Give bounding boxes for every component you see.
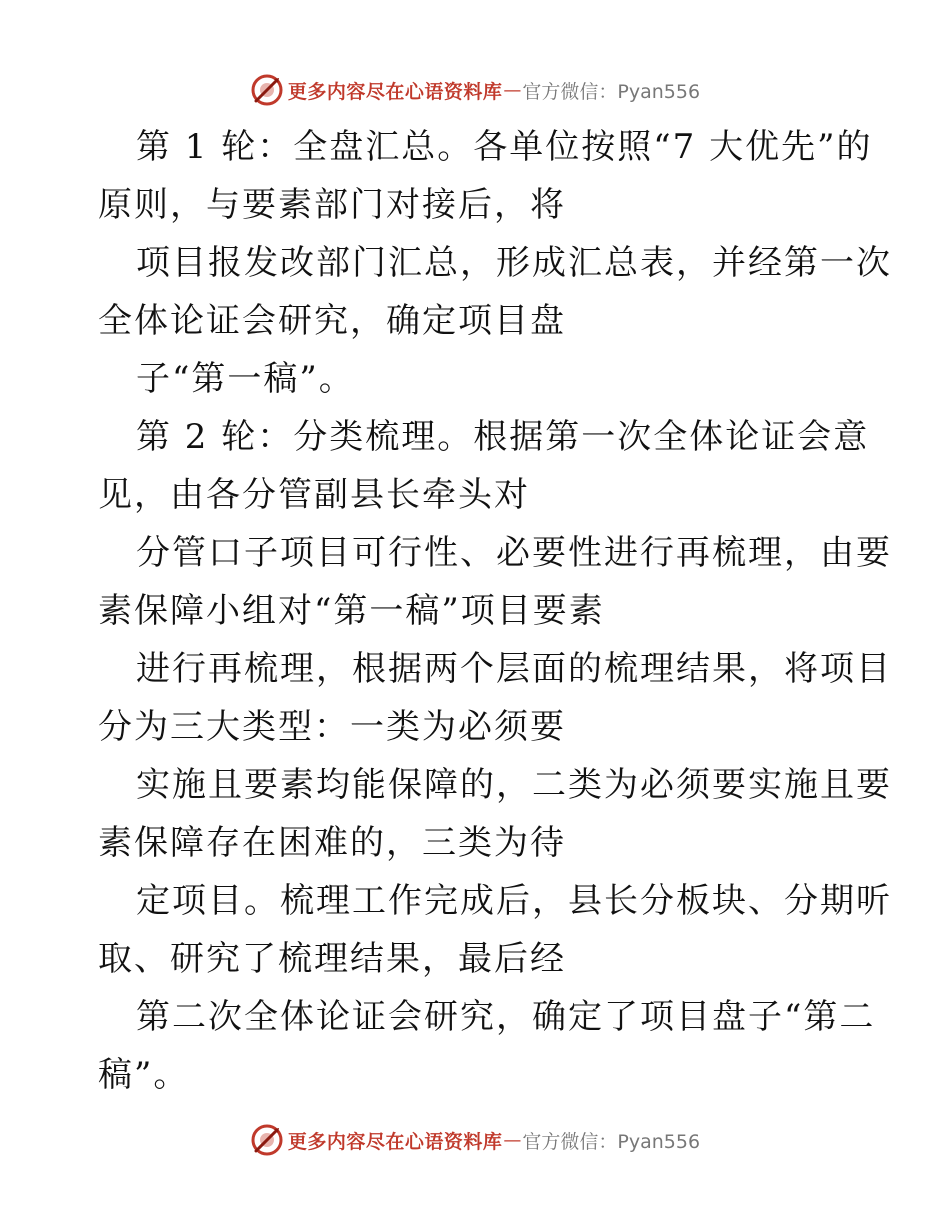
watermark-dash: — [503,1129,522,1151]
text-line: 实施且要素均能保障的，二类为必须要实施且要 [136,765,892,805]
text-line: 子“第一稿”。 [136,359,355,399]
text-line: 项目报发改部门汇总，形成汇总表，并经第一次 [136,243,892,283]
watermark-dash: — [503,79,522,101]
text-line: 素保障小组对“第一稿”项目要素 [98,591,605,631]
paragraph [98,350,858,408]
text-line: 原则，与要素部门对接后，将 [98,185,566,225]
paragraph [98,408,870,524]
text-line: 第 2 轮：分类梳理。根据第一次全体论证会意 [136,417,870,457]
watermark-red-text: 更多内容尽在心语资料库 [287,80,503,103]
watermark-grey-text: 官方微信：Pyan556 [522,1130,701,1153]
text-line: 第二次全体论证会研究，确定了项目盘子“第二 [136,997,876,1037]
text-line: 第 1 轮：全盘汇总。各单位按照“7 大优先”的 [136,127,873,167]
text-line: 定项目。梳理工作完成后，县长分板块、分期听 [136,881,892,921]
paragraph [98,640,892,756]
text-line: 见，由各分管副县长牵头对 [98,475,530,515]
logo-icon [250,1123,284,1157]
paragraph [98,234,892,350]
text-line: 分管口子项目可行性、必要性进行再梳理，由要 [136,533,892,573]
paragraph [98,118,873,234]
text-line: 取、研究了梳理结果，最后经 [98,939,566,979]
text-line: 分为三大类型：一类为必须要 [98,707,566,747]
text-line: 全体论证会研究，确定项目盘 [98,301,566,341]
watermark-grey-text: 官方微信：Pyan556 [522,80,701,103]
paragraph [98,524,892,640]
watermark-red-text: 更多内容尽在心语资料库 [287,1130,503,1153]
text-line: 进行再梳理，根据两个层面的梳理结果，将项目 [136,649,892,689]
document-body [98,118,892,1104]
text-line: 素保障存在困难的，三类为待 [98,823,566,863]
header-watermark [0,70,950,110]
footer-watermark [0,1120,950,1160]
text-line: 稿”。 [98,1055,190,1095]
logo-icon [250,73,284,107]
paragraph [98,872,892,988]
paragraph [98,756,892,872]
paragraph [98,988,876,1104]
